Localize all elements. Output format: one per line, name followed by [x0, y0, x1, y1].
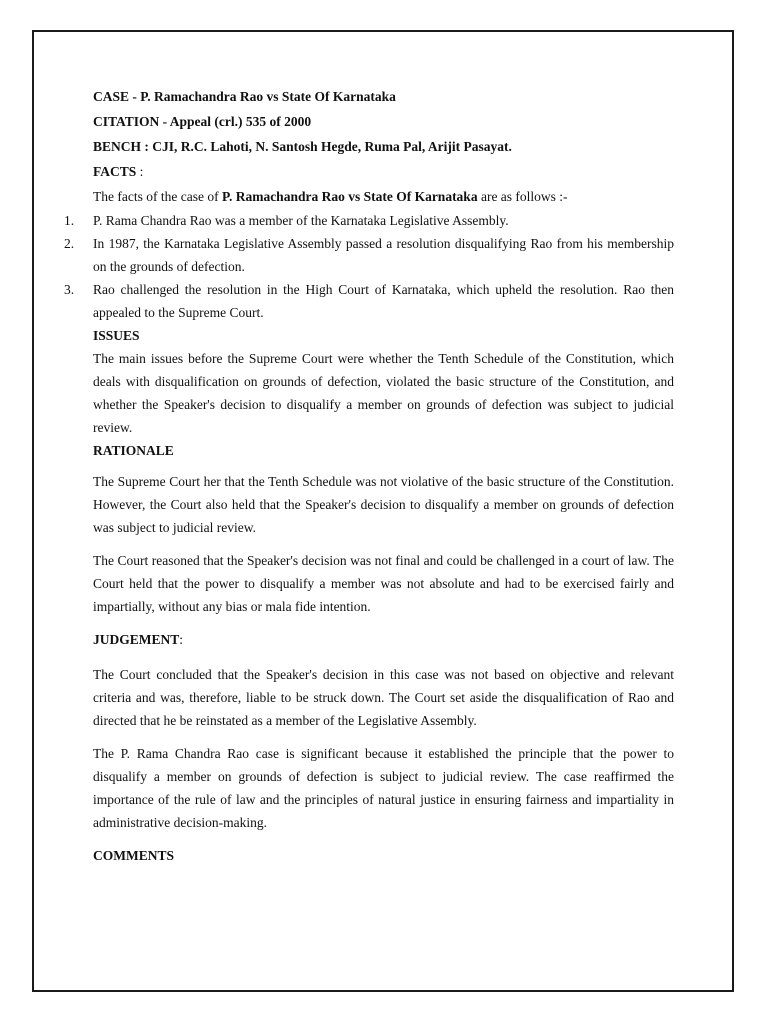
list-item-text: P. Rama Chandra Rao was a member of the Karnataka Legislative Assembly.	[93, 213, 509, 228]
case-citation: CITATION - Appeal (crl.) 535 of 2000	[93, 114, 312, 129]
list-item-number: 1.	[64, 213, 75, 228]
case-title: CASE - P. Ramachandra Rao vs State Of Karnataka	[93, 89, 396, 104]
facts-intro-case-name: P. Ramachandra Rao vs State Of Karnataka	[221, 189, 478, 204]
facts-heading-suffix: :	[136, 164, 144, 179]
comments-heading: COMMENTS	[93, 848, 174, 863]
facts-intro	[93, 184, 674, 209]
rationale-paragraph-2: The Court reasoned that the Speaker's decision was not final and could be challenged in a court of law. The Court held that the power to disqualify a member was not absolute and had to be exercised fairly and impartially, without any bias or mala fide intention.	[93, 553, 674, 614]
list-item-text: Rao challenged the resolution in the High Court of Karnataka, which upheld the resolution. Rao then appealed to the Supreme Court.	[93, 282, 674, 320]
list-item	[64, 278, 674, 324]
facts-intro-prefix: The facts of the case of	[93, 189, 222, 204]
rationale-heading: RATIONALE	[93, 443, 174, 458]
issues-paragraph: The main issues before the Supreme Court were whether the Tenth Schedule of the Constitution, which deals with disqualification on grounds of defection, violated the basic structure of the Constitution, and whether the Speaker's decision to disqualify a member on grounds of defection was subject to judicial review.	[93, 351, 674, 435]
judgement-heading: JUDGEMENT	[93, 632, 180, 647]
judgement-paragraph-2: The P. Rama Chandra Rao case is significant because it established the principle that the power to disqualify a member on grounds of defection is subject to judicial review. The case reaffirmed the importance of the rule of law and the principles of natural justice in ensuring fairness and impartiality in administrative decision-making.	[93, 746, 674, 830]
judgement-paragraph-1: The Court concluded that the Speaker's decision in this case was not based on objective and relevant criteria and was, therefore, liable to be struck down. The Court set aside the disqualification of Rao and directed that he be reinstated as a member of the Legislative Assembly.	[93, 667, 674, 728]
facts-heading: FACTS	[93, 164, 137, 179]
judgement-heading-line	[93, 628, 674, 651]
list-item-number: 2.	[64, 236, 75, 251]
judgement-heading-suffix: :	[179, 632, 184, 647]
facts-heading-line	[93, 159, 674, 184]
document-body	[64, 84, 674, 867]
facts-intro-suffix: are as follows :-	[477, 189, 568, 204]
rationale-paragraph-1: The Supreme Court her that the Tenth Schedule was not violative of the basic structure of the Constitution. However, the Court also held that the Speaker's decision to disqualify a member on grounds of defection was subject to judicial review.	[93, 474, 674, 535]
list-item	[64, 232, 674, 278]
list-item-text: In 1987, the Karnataka Legislative Assembly passed a resolution disqualifying Rao from his membership on the grounds of defection.	[93, 236, 674, 274]
list-item-number: 3.	[64, 282, 75, 297]
issues-heading: ISSUES	[93, 328, 140, 343]
list-item	[64, 209, 674, 232]
facts-list	[64, 209, 674, 324]
case-bench: BENCH : CJI, R.C. Lahoti, N. Santosh Hegde, Ruma Pal, Arijit Pasayat.	[93, 139, 512, 154]
